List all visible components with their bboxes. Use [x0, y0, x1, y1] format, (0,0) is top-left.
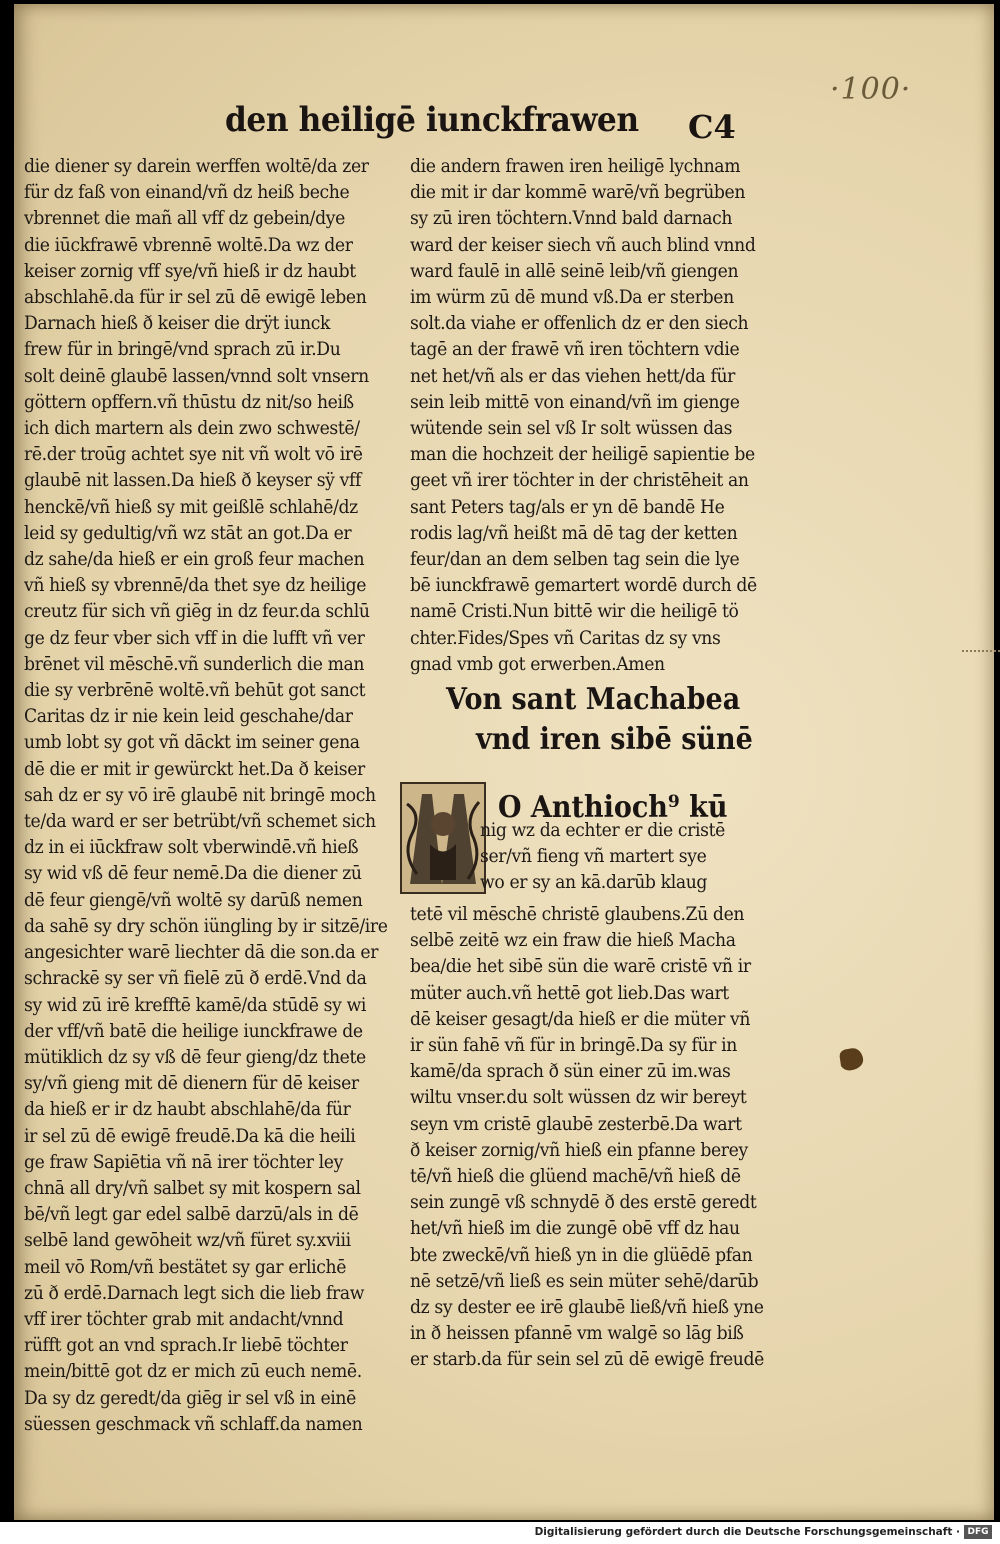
text-line: tagē an der frawē vñ iren töchtern vdie — [410, 339, 740, 361]
running-head: den heiligē iunckfrawen — [225, 100, 639, 140]
text-line: sein leib mittē von einand/vñ im gienge — [410, 391, 740, 413]
text-line: abschlahē.da für ir sel zū dē ewigē leben — [24, 287, 367, 309]
text-line: ir sel zū dē ewigē freudē.Da kā die heili — [24, 1125, 356, 1147]
text-line: bē/vñ legt gar edel salbē darzū/als in dē — [24, 1204, 359, 1226]
text-line: sy wid zū irē krefftē kamē/da stūdē sy wi — [24, 994, 367, 1016]
footer-bar — [0, 1522, 1000, 1544]
text-line: geet vñ irer töchter in der christēheit an — [410, 470, 749, 492]
text-line: da hieß er ir dz haubt abschlahē/da für — [24, 1099, 351, 1121]
text-line: die diener sy darein werffen woltē/da zer — [24, 156, 369, 177]
text-line: ð keiser zornig/vñ hieß ein pfanne berey — [410, 1139, 748, 1161]
section-heading-line-1: Von sant Machabea — [446, 682, 741, 717]
text-line: sy/vñ gieng mit dē dienern für dē keiser — [24, 1073, 359, 1095]
text-line: dz sy dester ee irē glaubē ließ/vñ hieß yne — [410, 1297, 764, 1319]
text-line: vbrennet die mañ all vff dz gebein/dye — [24, 208, 345, 230]
text-line: göttern opffern.vñ thūstu dz nit/so heiß — [24, 391, 354, 413]
text-line: kamē/da sprach ð sün einer zū im.was — [410, 1061, 731, 1083]
edge-dotted-mark — [962, 650, 1000, 654]
folio-number: ·100· — [830, 72, 912, 107]
text-line: solt deinē glaubē lassen/vnnd solt vnsern — [24, 365, 369, 387]
text-line: ge dz feur vber sich vff in die lufft vñ ver — [24, 627, 365, 649]
text-line: dē keiser gesagt/da hieß er die müter vñ — [410, 1008, 751, 1030]
text-line: sant Peters tag/als er yn dē bandē He — [410, 496, 725, 518]
text-line: müter auch.vñ hettē got lieb.Das wart — [410, 982, 729, 1004]
left-column — [24, 154, 390, 1438]
text-line: tetē vil mēschē christē glaubens.Zū den — [410, 904, 745, 925]
text-line: vff irer töchter grab mit andacht/vnnd — [24, 1308, 344, 1330]
text-line: wo er sy an kā.darūb klaug — [480, 872, 708, 894]
text-line: wütende sein sel vß Ir solt wüssen das — [410, 418, 733, 440]
text-line: creutz für sich vñ giēg in dz feur.da schlū — [24, 601, 370, 623]
text-line: dz sahe/da hieß er ein groß feur machen — [24, 549, 365, 571]
woodcut-initial-image — [400, 782, 486, 894]
right-column-bottom — [410, 902, 790, 1374]
text-line: dē die er mit ir gewürckt het.Da ð keiser — [24, 758, 365, 780]
text-line: dz in ei iūckfraw solt vberwindē.vñ hieß — [24, 837, 359, 859]
text-line: bte zweckē/vñ hieß yn in die glüēdē pfan — [410, 1244, 753, 1266]
text-line: die iūckfrawē vbrennē woltē.Da wz der — [24, 234, 353, 256]
text-line: net het/vñ als er das viehen hett/da für — [410, 365, 736, 387]
text-line: rē.der troūg achtet sye nit vñ wolt vō irē — [24, 444, 363, 466]
ink-stain — [836, 1046, 866, 1072]
text-line: Darnach hieß ð keiser die drÿt iunck — [24, 313, 331, 335]
text-line: seyn vm cristē glaubē zesterbē.Da wart — [410, 1113, 742, 1135]
text-line: keiser zornig vff sye/vñ hieß ir dz haubt — [24, 260, 356, 282]
text-line: vñ hieß sy vbrennē/da thet sye dz heilige — [24, 575, 367, 597]
text-line: süessen geschmack vñ schlaff.da namen — [24, 1413, 363, 1435]
text-line: ser/vñ fieng vñ martert sye — [480, 846, 707, 868]
text-line: chter.Fides/Spes vñ Caritas dz sy vns — [410, 627, 721, 649]
dfg-logo-icon: DFG — [964, 1525, 992, 1539]
text-line: nig wz da echter er die cristē — [480, 820, 725, 841]
section-heading-line-2: vnd iren sibē sünē — [476, 722, 753, 757]
text-line: bē iunckfrawē gemartert wordē durch dē — [410, 575, 757, 597]
text-line: für dz faß von einand/vñ dz heiß beche — [24, 182, 350, 204]
text-line: rodis lag/vñ heißt mā dē tag der ketten — [410, 522, 738, 544]
text-line: dē feur giengē/vñ woltē sy darūß nemen — [24, 889, 363, 911]
text-line: sy zū iren töchtern.Vnnd bald darnach — [410, 208, 733, 230]
text-line: ich dich martern als dein zwo schwestē/ — [24, 418, 360, 440]
text-line: da sahē sy dry schön iüngling by ir sitzē/ire — [24, 915, 388, 937]
text-line: meil vō Rom/vñ bestätet sy gar erlichē — [24, 1256, 347, 1278]
text-line: namē Cristi.Nun bittē wir die heiligē tö — [410, 601, 739, 623]
text-line: sah dz er sy vō irē glaubē nit bringē moch — [24, 784, 376, 806]
text-line: sein zungē vß schnydē ð des erstē geredt — [410, 1192, 757, 1214]
text-line: der vff/vñ batē die heilige iunckfrawe de — [24, 1020, 363, 1042]
text-line: brēnet vil mēschē.vñ sunderlich die man — [24, 653, 365, 675]
text-line: die sy verbrēnē woltē.vñ behūt got sanct — [24, 680, 366, 702]
text-line: mein/bittē got dz er mich zū euch nemē. — [24, 1361, 362, 1383]
text-line: leid sy gedultig/vñ wz stāt an got.Da er — [24, 522, 352, 544]
text-line: selbē zeitē wz ein fraw die hieß Macha — [410, 930, 736, 952]
text-line: mütiklich dz sy vß dē feur gieng/dz thete — [24, 1046, 366, 1068]
initial-word: O Anthioch⁹ kū — [498, 790, 728, 825]
right-column-initial-lines — [480, 818, 790, 897]
text-line: sy wid vß dē feur nemē.Da die diener zū — [24, 863, 362, 885]
right-column-top — [410, 154, 790, 678]
text-line: bea/die het sibē sün die warē cristē vñ ir — [410, 956, 751, 978]
text-line: schrackē sy ser vñ fielē zū ð erdē.Vnd da — [24, 968, 367, 990]
text-line: te/da ward er ser betrübt/vñ schemet sich — [24, 811, 376, 833]
text-line: er starb.da für sein sel zū dē ewigē freudē — [410, 1349, 764, 1371]
text-line: ir sün fahē vñ für in bringē.Da sy für in — [410, 1035, 737, 1057]
text-line: frew für in bringē/vnd sprach zū ir.Du — [24, 339, 341, 361]
text-line: angesichter warē liechter dā die son.da er — [24, 942, 379, 964]
text-line: Da sy dz geredt/da giēg ir sel vß in einē — [24, 1387, 356, 1409]
text-line: zū ð erdē.Darnach legt sich die lieb fraw — [24, 1282, 365, 1304]
text-line: in ð heissen pfannē vm walgē so lāg biß — [410, 1323, 744, 1345]
text-line: nē setzē/vñ ließ es sein müter sehē/darūb — [410, 1270, 759, 1292]
text-line: die mit ir dar kommē warē/vñ begrüben — [410, 182, 746, 204]
text-line: rüfft got an vnd sprach.Ir liebē töchter — [24, 1335, 348, 1357]
text-line: glaubē nit lassen.Da hieß ð keyser sÿ vff — [24, 470, 361, 492]
text-line: im würm zū dē mund vß.Da er sterben — [410, 287, 734, 309]
text-line: umb lobt sy got vñ dāckt im seiner gena — [24, 732, 360, 754]
text-line: het/vñ hieß im die zungē obē vff dz hau — [410, 1218, 740, 1240]
text-line: solt.da viahe er offenlich dz er den siech — [410, 313, 749, 335]
text-line: die andern frawen iren heiligē lychnam — [410, 156, 741, 177]
signature-mark: C4 — [688, 108, 736, 146]
text-line: ward faulē in allē seinē leib/vñ giengen — [410, 260, 739, 282]
text-line: tē/vñ hieß die glüend machē/vñ hieß dē — [410, 1166, 741, 1188]
text-line: henckē/vñ hieß sy mit geißlē schlahē/dz — [24, 496, 358, 518]
text-line: Caritas dz ir nie kein leid geschahe/dar — [24, 706, 353, 728]
text-line: ge fraw Sapiētia vñ nā irer töchter ley — [24, 1151, 343, 1173]
text-line: man die hochzeit der heiligē sapientie be — [410, 444, 755, 466]
text-line: selbē land gewōheit wz/vñ füret sy.xviii — [24, 1230, 351, 1252]
text-line: gnad vmb got erwerben.Amen — [410, 653, 665, 675]
text-line: wiltu vnser.du solt wüssen dz wir bereyt — [410, 1087, 747, 1109]
footer-credit: Digitalisierung gefördert durch die Deutsche Forschungsgemeinschaft · — [534, 1526, 960, 1538]
text-line: chnā all dry/vñ salbet sy mit kospern sal — [24, 1177, 361, 1199]
text-line: ward der keiser siech vñ auch blind vnnd — [410, 234, 756, 256]
text-line: feur/dan an dem selben tag sein die lye — [410, 549, 740, 571]
